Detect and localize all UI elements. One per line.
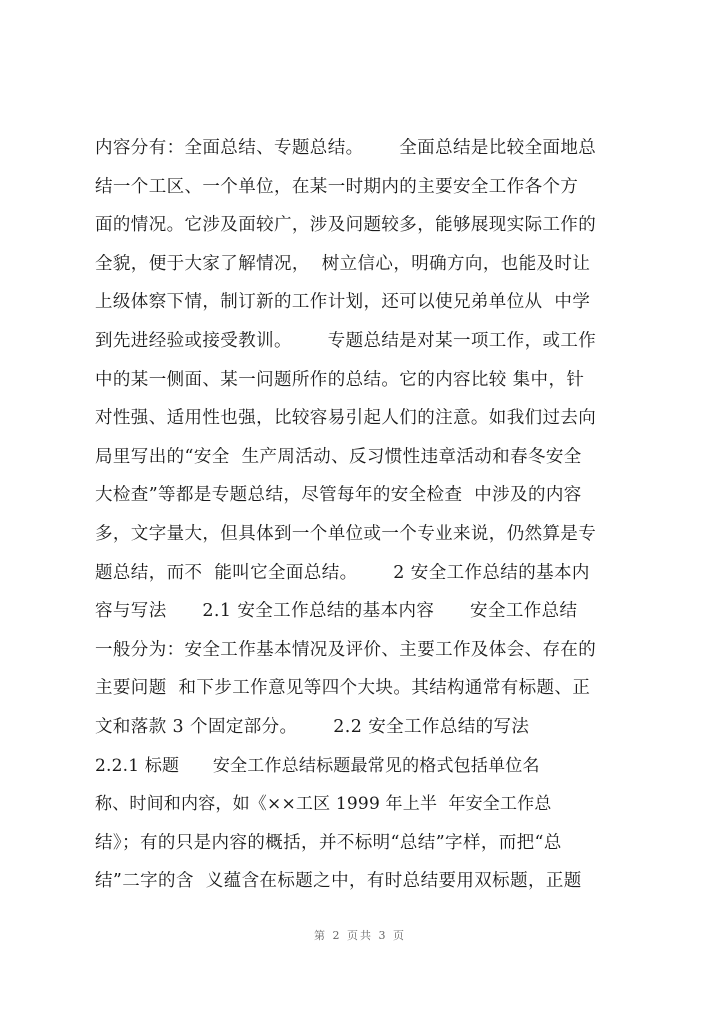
text-line: 文和落款 3 个固定部分。 2.2 安全工作总结的写法	[95, 716, 530, 737]
body-text	[95, 129, 655, 901]
text-line: 多，文字量大，但具体到一个单位或一个专业来说，仍然算是专	[95, 523, 597, 544]
page-number-footer: 第 2 页共 3 页	[314, 929, 406, 942]
text-line: 内容分有：全面总结、专题总结。 全面总结是比较全面地总	[95, 138, 597, 158]
text-line: 结”二字的含 义蕴含在标题之中，有时总结要用双标题，正题	[95, 871, 582, 892]
text-line: 称、时间和内容，如《××工区 1999 年上半 年安全工作总	[95, 794, 552, 815]
text-line: 上级体察下情，制订新的工作计划，还可以使兄弟单位从 中学	[95, 292, 591, 313]
text-line: 2.2.1 标题 安全工作总结标题最常见的格式包括单位名	[95, 755, 540, 776]
text-line: 大检查”等都是专题总结，尽管每年的安全检查 中涉及的内容	[95, 485, 582, 506]
text-line: 容与写法 2.1 安全工作总结的基本内容 安全工作总结	[95, 601, 578, 622]
text-line: 对性强、适用性也强，比较容易引起人们的注意。如我们过去向	[95, 408, 597, 429]
text-line: 结》；有的只是内容的概括，并不标明“总结”字样，而把“总	[95, 832, 562, 853]
text-line: 全貌，便于大家了解情况， 树立信心，明确方向，也能及时让	[95, 253, 591, 274]
text-line: 局里写出的“安全 生产周活动、反习惯性违章活动和春冬安全	[95, 446, 582, 467]
text-line: 一般分为：安全工作基本情况及评价、主要工作及体会、存在的	[95, 639, 597, 660]
text-line: 到先进经验或接受教训。 专题总结是对某一项工作，或工作	[95, 330, 597, 351]
text-line: 中的某一侧面、某一问题所作的总结。它的内容比较 集中，针	[95, 369, 585, 390]
text-line: 结一个工区、一个单位，在某一时期内的主要安全工作各个方	[95, 176, 579, 197]
text-line: 面的情况。它涉及面较广，涉及问题较多，能够展现实际工作的	[95, 215, 597, 236]
text-line: 主要问题 和下步工作意见等四个大块。其结构通常有标题、正	[95, 678, 591, 699]
text-line: 题总结，而不 能叫它全面总结。 2 安全工作总结的基本内	[95, 562, 590, 583]
